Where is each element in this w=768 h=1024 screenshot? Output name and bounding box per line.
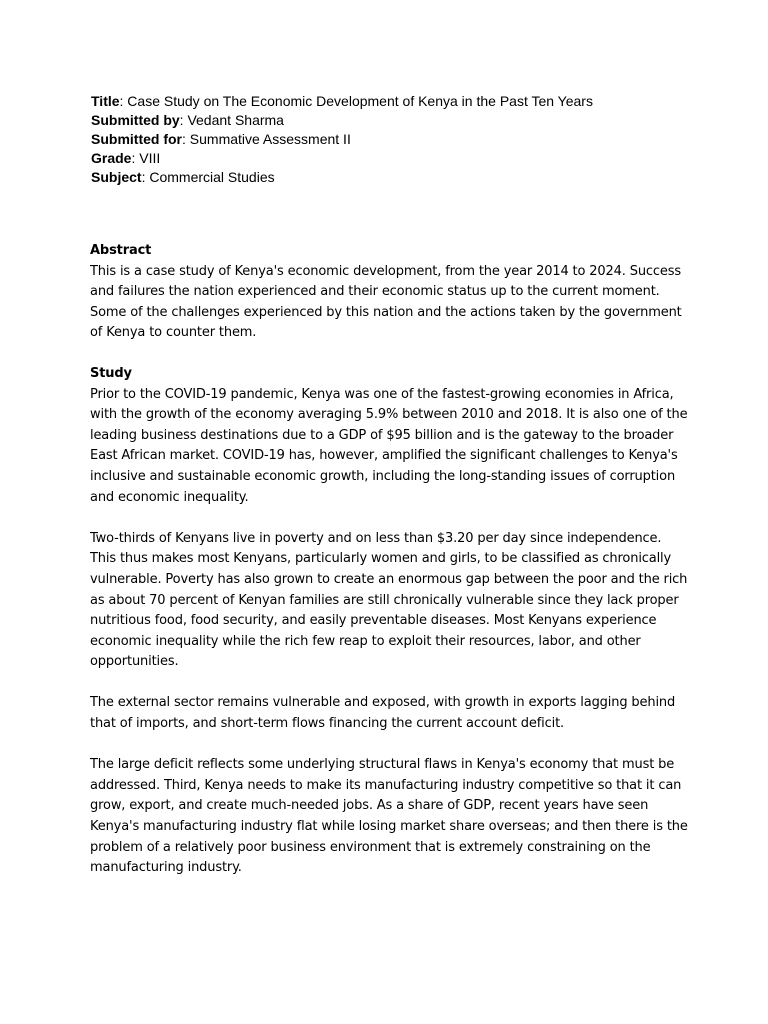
study-paragraph-2: Two-thirds of Kenyans live in poverty and on less than $3.20 per day since independence. This thus makes most Kenyans, particularly women and girls, to be classified as chronically vulnerable. Poverty has also grown to create an enormous gap between the poor and the rich as about 70 percent of Kenyan families are still chronically vulnerable since they lack proper nutritious food, food security, and easily preventable diseases. Most Kenyans experience economic inequality while the rich few reap to exploit their resources, labor, and other opportunities.: [90, 530, 688, 670]
title-value: : Case Study on The Economic Development of Kenya in the Past Ten Years: [119, 93, 593, 109]
grade-label: Grade: [91, 150, 132, 166]
paragraph-spacer: [90, 735, 690, 756]
title-row: [91, 92, 711, 111]
study-paragraph-4: The large deficit reflects some underlying structural flaws in Kenya's economy that must be addressed. Third, Kenya needs to make its manufacturing industry competitive so that it can grow, export, and create much-needed jobs. As a share of GDP, recent years have seen Kenya's manufacturing industry flat while losing market share overseas; and then there is the problem of a relatively poor business environment that is extremely constraining on the manufacturing industry.: [90, 757, 688, 876]
document-body: [90, 241, 690, 879]
abstract-text: This is a case study of Kenya's economic development, from the year 2014 to 2024. Success and failures the nation experienced and their economic status up to the current moment. Some of the challenges experienced by this nation and the actions taken by the government of Kenya to counter them.: [90, 263, 682, 341]
study-heading: Study: [90, 365, 132, 381]
subject-label: Subject: [91, 169, 142, 185]
study-paragraph-3: The external sector remains vulnerable and exposed, with growth in exports lagging behind that of imports, and short-term flows financing the current account deficit.: [90, 695, 676, 732]
submitted-by-label: Submitted by: [91, 112, 180, 128]
document-header: [91, 92, 711, 187]
submitted-for-row: [91, 130, 711, 149]
grade-row: [91, 149, 711, 168]
paragraph-spacer: [90, 508, 690, 529]
study-paragraph-1: Prior to the COVID-19 pandemic, Kenya was one of the fastest-growing economies in Africa, with the growth of the economy averaging 5.9% between 2010 and 2018. It is also one of the leading business destinations due to a GDP of $95 billion and is the gateway to the broader East African market. COVID-19 has, however, amplified the significant challenges to Kenya's inclusive and sustainable economic growth, including the long-standing issues of corruption and economic inequality.: [90, 386, 688, 505]
subject-row: [91, 168, 711, 187]
grade-value: : VIII: [131, 150, 161, 166]
submitted-for-label: Submitted for: [91, 131, 182, 147]
submitted-by-value: : Vedant Sharma: [179, 112, 284, 128]
submitted-by-row: [91, 111, 711, 130]
abstract-heading: Abstract: [90, 243, 152, 258]
subject-value: : Commercial Studies: [141, 169, 275, 185]
paragraph-spacer: [90, 673, 690, 694]
submitted-for-value: : Summative Assessment II: [182, 131, 351, 147]
section-spacer: [90, 344, 690, 364]
title-label: Title: [91, 93, 120, 109]
